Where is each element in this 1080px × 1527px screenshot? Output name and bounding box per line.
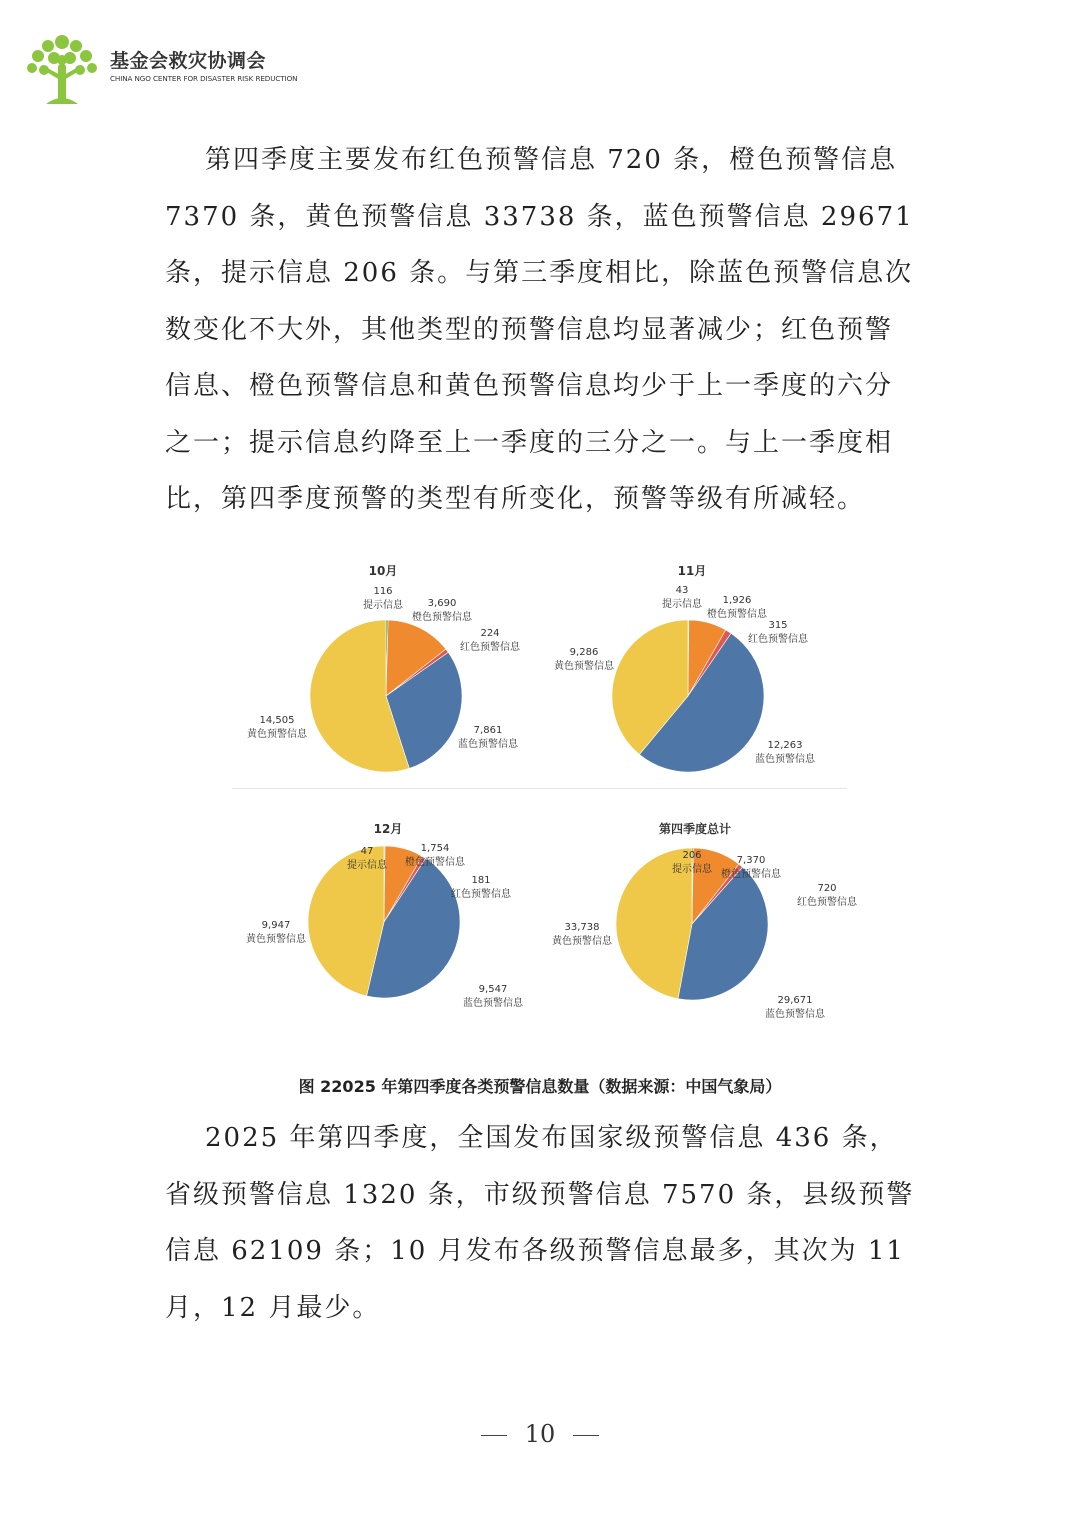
data-label-category-yellow: 黄色预警信息 bbox=[554, 661, 614, 672]
data-label-value-yellow: 9,286 bbox=[569, 647, 599, 658]
footer-dash-right bbox=[573, 1435, 599, 1436]
data-label-category-yellow: 黄色预警信息 bbox=[247, 729, 307, 740]
data-label-category-tip: 提示信息 bbox=[347, 860, 387, 871]
tree-icon bbox=[22, 30, 102, 108]
data-label-value-tip: 43 bbox=[675, 585, 689, 596]
data-label-category-tip: 提示信息 bbox=[672, 864, 712, 875]
data-label-category-blue: 蓝色预警信息 bbox=[755, 754, 815, 765]
org-name-cn: 基金会救灾协调会 bbox=[110, 50, 267, 72]
data-label-value-red: 181 bbox=[471, 875, 491, 886]
data-label-category-tip: 提示信息 bbox=[662, 599, 702, 610]
data-label-category-red: 红色预警信息 bbox=[748, 634, 808, 645]
data-label-value-yellow: 9,947 bbox=[261, 920, 291, 931]
data-label-category-red: 红色预警信息 bbox=[460, 642, 520, 653]
chart-title: 11月 bbox=[677, 564, 707, 578]
data-label-value-orange: 1,926 bbox=[722, 595, 752, 606]
data-label-category-blue: 蓝色预警信息 bbox=[765, 1009, 825, 1020]
data-label-value-yellow: 33,738 bbox=[564, 922, 600, 933]
page-number: 10 bbox=[524, 1420, 556, 1448]
data-label-value-blue: 7,861 bbox=[473, 725, 503, 736]
data-label-category-tip: 提示信息 bbox=[363, 600, 403, 611]
data-label-value-tip: 206 bbox=[682, 850, 702, 861]
data-label-category-orange: 橙色预警信息 bbox=[405, 857, 465, 868]
data-label-category-orange: 橙色预警信息 bbox=[721, 869, 781, 880]
footer-dash-left bbox=[481, 1435, 507, 1436]
pie-chart-december bbox=[220, 800, 550, 1050]
body-paragraph-2: 2025 年第四季度，全国发布国家级预警信息 436 条，省级预警信息 1320 条，市级预警信息 7570 条，县级预警信息 62109 条；10 月发布各级预警信息最多，其次为 11 月，12 月最少。 bbox=[165, 1123, 915, 1323]
chart-title: 10月 bbox=[368, 564, 398, 578]
chart-title: 12月 bbox=[373, 822, 403, 836]
pie-chart-q4-total bbox=[550, 800, 880, 1050]
data-label-category-orange: 橙色预警信息 bbox=[412, 612, 472, 623]
data-label-category-blue: 蓝色预警信息 bbox=[458, 739, 518, 750]
pie-chart-october bbox=[220, 550, 550, 788]
data-label-value-orange: 3,690 bbox=[427, 598, 457, 609]
data-label-value-orange: 7,370 bbox=[736, 855, 766, 866]
data-label-category-orange: 橙色预警信息 bbox=[707, 609, 767, 620]
data-label-value-blue: 29,671 bbox=[777, 995, 813, 1006]
figure-caption: 图 22025 年第四季度各类预警信息数量（数据来源：中国气象局） bbox=[298, 1077, 782, 1096]
data-label-value-blue: 12,263 bbox=[767, 740, 803, 751]
data-label-value-red: 315 bbox=[768, 620, 788, 631]
page-footer bbox=[0, 1420, 1080, 1448]
data-label-category-blue: 蓝色预警信息 bbox=[463, 998, 523, 1009]
pie-chart-november bbox=[550, 550, 880, 788]
data-label-value-tip: 116 bbox=[373, 586, 393, 597]
data-label-value-red: 224 bbox=[480, 628, 500, 639]
data-label-value-tip: 47 bbox=[360, 846, 374, 857]
data-label-category-red: 红色预警信息 bbox=[797, 897, 857, 908]
data-label-value-yellow: 14,505 bbox=[259, 715, 295, 726]
data-label-category-yellow: 黄色预警信息 bbox=[552, 936, 612, 947]
data-label-category-yellow: 黄色预警信息 bbox=[246, 934, 306, 945]
org-name-en: CHINA NGO CENTER FOR DISASTER RISK REDUCTION bbox=[110, 74, 298, 83]
data-label-value-blue: 9,547 bbox=[478, 984, 508, 995]
data-label-value-orange: 1,754 bbox=[420, 843, 450, 854]
pie-charts-figure bbox=[220, 550, 880, 1050]
data-label-value-red: 720 bbox=[817, 883, 837, 894]
data-label-category-red: 红色预警信息 bbox=[451, 889, 511, 900]
body-paragraph-1: 第四季度主要发布红色预警信息 720 条，橙色预警信息 7370 条，黄色预警信息 33738 条，蓝色预警信息 29671 条，提示信息 206 条。与第三季度相比，除蓝色预警信息次数变化不大外，其他类型的预警信息均显著减少；红色预警信息、橙色预警信息和黄色预警信息均少于上一季度的六分之一；提示信息约降至上一季度的三分之一。与上一季度相比，第四季度预警的类型有所变化，预警等级有所减轻。 bbox=[165, 145, 914, 514]
chart-divider bbox=[232, 788, 847, 789]
org-logo bbox=[22, 30, 298, 110]
chart-title: 第四季度总计 bbox=[658, 822, 732, 836]
